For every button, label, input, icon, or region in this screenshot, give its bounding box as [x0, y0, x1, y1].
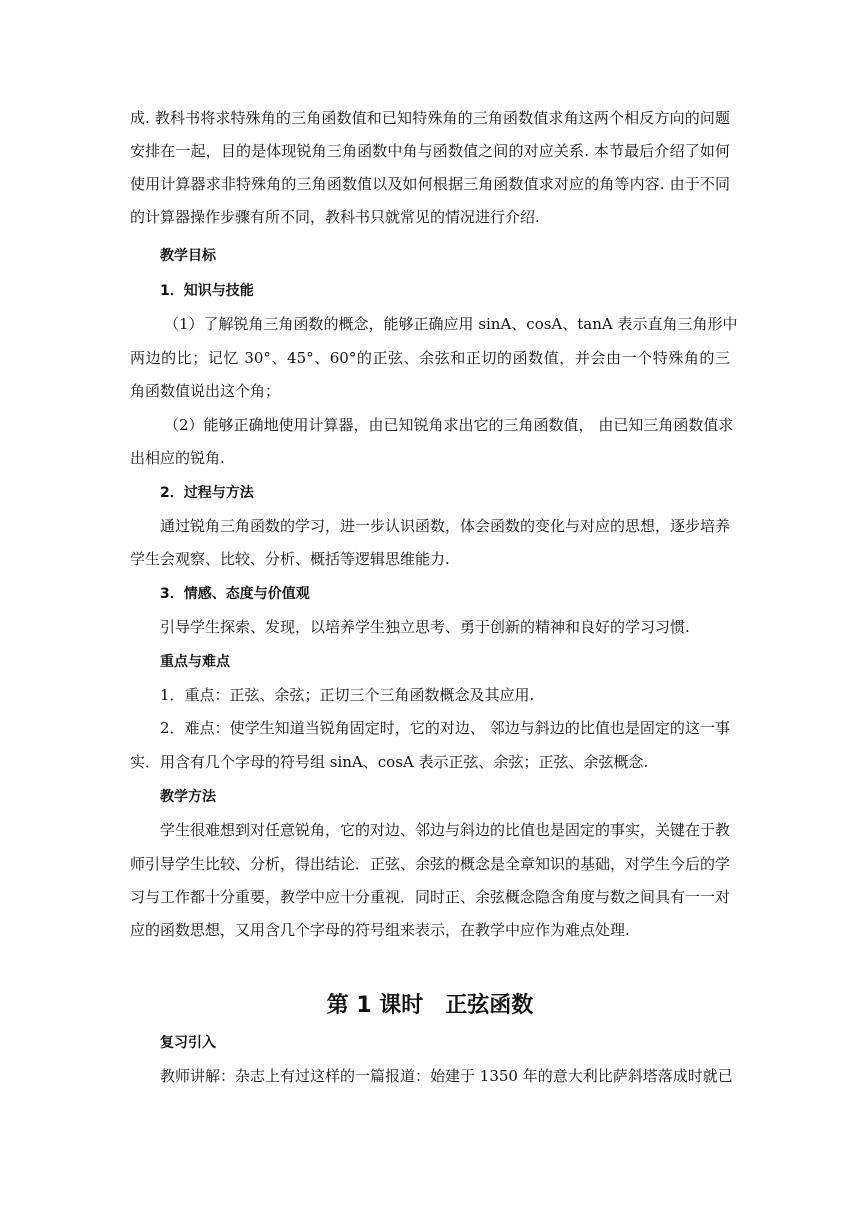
paragraph-line: 教师讲解：杂志上有过这样的一篇报道：始建于 1350 年的意大利比萨斜塔落成时就已 — [160, 1067, 733, 1085]
paragraph-line: 学生会观察、比较、分析、概括等逻辑思维能力. — [130, 550, 450, 568]
paragraph-line: 师引导学生比较、分析，得出结论．正弦、余弦的概念是全章知识的基础，对学生今后的学 — [130, 855, 731, 873]
section-heading: 复习引入 — [160, 1035, 216, 1051]
section-heading: 教学方法 — [160, 789, 216, 805]
paragraph-line: 习与工作都十分重要，教学中应十分重视．同时正、余弦概念隐含角度与数之间具有一一对 — [130, 888, 731, 906]
paragraph-line: 实．用含有几个字母的符号组 sinA、cosA 表示正弦、余弦；正弦、余弦概念. — [130, 753, 649, 771]
paragraph-line: （2）能够正确地使用计算器，由已知锐角求出它的三角函数值， 由已知三角函数值求 — [164, 416, 734, 434]
paragraph-line: 应的函数思想，又用含几个字母的符号组来表示，在教学中应作为难点处理. — [130, 921, 630, 939]
subsection-heading: 1．知识与技能 — [160, 283, 254, 299]
paragraph-line: （1）了解锐角三角函数的概念，能够正确应用 sinA、cosA、tanA 表示直角三角形中 — [164, 315, 738, 333]
paragraph-line: 引导学生探索、发现，以培养学生独立思考、勇于创新的精神和良好的学习习惯. — [160, 618, 690, 636]
paragraph-line: 两边的比；记忆 30°、45°、60°的正弦、余弦和正切的函数值，并会由一个特殊角的三 — [130, 349, 730, 367]
paragraph-line: 2．难点：使学生知道当锐角固定时，它的对边、 邻边与斜边的比值也是固定的这一事 — [160, 719, 730, 737]
paragraph-line: 通过锐角三角函数的学习，进一步认识函数，体会函数的变化与对应的思想，逐步培养 — [160, 517, 731, 535]
paragraph-line: 出相应的锐角. — [130, 449, 225, 467]
paragraph-line: 安排在一起，目的是体现锐角三角函数中角与函数值之间的对应关系. 本节最后介绍了如何 — [130, 142, 730, 160]
paragraph-line: 角函数值说出这个角； — [130, 382, 281, 400]
section-heading: 教学目标 — [160, 248, 216, 264]
paragraph-line: 的计算器操作步骤有所不同，教科书只就常见的情况进行介绍. — [130, 208, 540, 226]
subsection-heading: 2．过程与方法 — [160, 485, 254, 501]
lesson-title: 第 1 课时 正弦函数 — [326, 993, 534, 1018]
paragraph-line: 使用计算器求非特殊角的三角函数值以及如何根据三角函数值求对应的角等内容. 由于不同 — [130, 175, 730, 193]
paragraph-line: 1．重点：正弦、余弦；正切三个三角函数概念及其应用. — [160, 686, 535, 704]
paragraph-line: 成. 教科书将求特殊角的三角函数值和已知特殊角的三角函数值求角这两个相反方向的问题 — [130, 109, 730, 127]
subsection-heading: 3．情感、态度与价值观 — [160, 586, 310, 602]
section-heading: 重点与难点 — [160, 654, 230, 670]
paragraph-line: 学生很难想到对任意锐角，它的对边、邻边与斜边的比值也是固定的事实，关键在于教 — [160, 821, 731, 839]
